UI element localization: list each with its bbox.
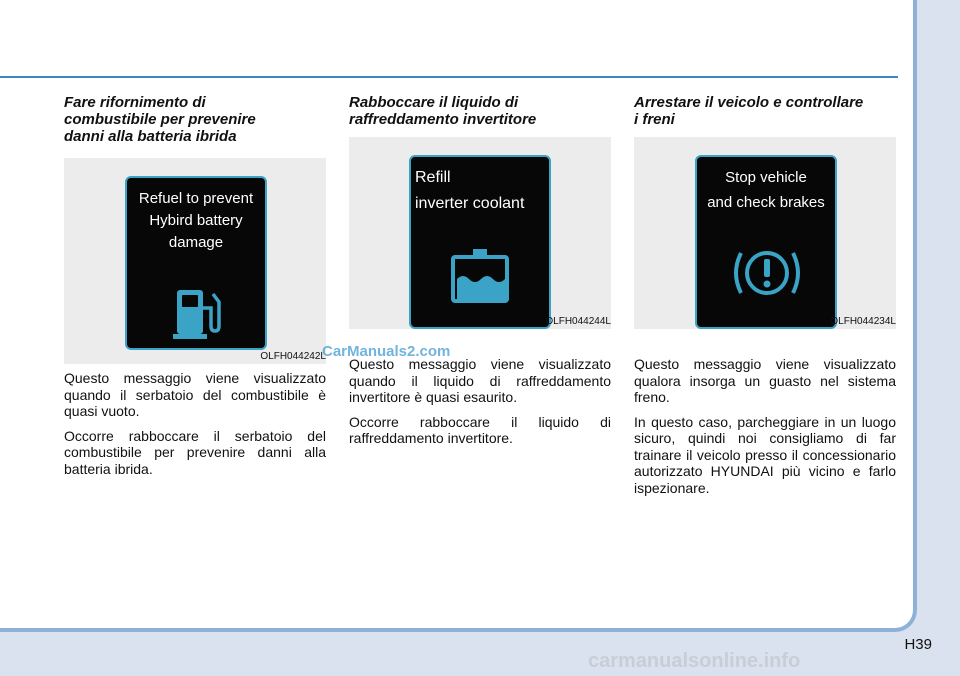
page-number: H39: [904, 636, 932, 653]
display-message: Stop vehicle and check brakes: [707, 169, 825, 211]
cluster-display: [409, 155, 551, 329]
header-rule: [0, 76, 898, 78]
watermark-carmanuals2: CarManuals2.com: [322, 343, 451, 360]
section-body: [64, 370, 326, 485]
paragraph: Questo messaggio viene visualizzato quando il liquido di raffreddamento invertitore è quasi esaurito.: [349, 356, 611, 405]
display-message: Refuel to prevent Hybird battery damage: [138, 190, 254, 251]
figure-code: OLFH044244L: [545, 316, 611, 327]
section-heading: Arrestare il veicolo e controllare i freni: [634, 94, 864, 128]
section-body: [349, 356, 611, 455]
cluster-display: [125, 176, 267, 350]
section-refuel: [64, 94, 326, 477]
display-message: Refill inverter coolant: [415, 169, 525, 212]
figure-refuel: [64, 158, 326, 364]
coolant-icon: [449, 245, 511, 305]
figure-inverter-coolant: [349, 137, 611, 329]
paragraph: Questo messaggio viene visualizzato quando il serbatoio del combustibile è quasi vuoto.: [64, 370, 326, 419]
paragraph: Occorre rabboccare il liquido di raffreddamento invertitore.: [349, 413, 611, 446]
brake-warning-icon: [731, 243, 803, 303]
paragraph: In questo caso, parcheggiare in un luogo sicuro, quindi noi consigliamo di far trainare il veicolo presso il concessionario autorizzato HYUNDAI più vicino e farlo ispezionare.: [634, 413, 896, 496]
section-heading: Fare rifornimento di combustibile per prevenire danni alla batteria ibrida: [64, 94, 256, 145]
figure-code: OLFH044242L: [260, 351, 326, 362]
watermark-carmanualsonline: carmanualsonline.info: [588, 650, 801, 672]
figure-brakes: [634, 137, 896, 329]
paragraph: Questo messaggio viene visualizzato qualora insorga un guasto nel sistema freno.: [634, 356, 896, 405]
section-brakes: [634, 94, 896, 496]
fuel-pump-icon: [173, 286, 223, 340]
figure-code: OLFH044234L: [830, 316, 896, 327]
paragraph: Occorre rabboccare il serbatoio del combustibile per prevenire danni alla batteria ibrida.: [64, 427, 326, 477]
cluster-display: [695, 155, 837, 329]
section-body: [634, 356, 896, 504]
section-heading: Rabboccare il liquido di raffreddamento invertitore: [349, 94, 537, 128]
